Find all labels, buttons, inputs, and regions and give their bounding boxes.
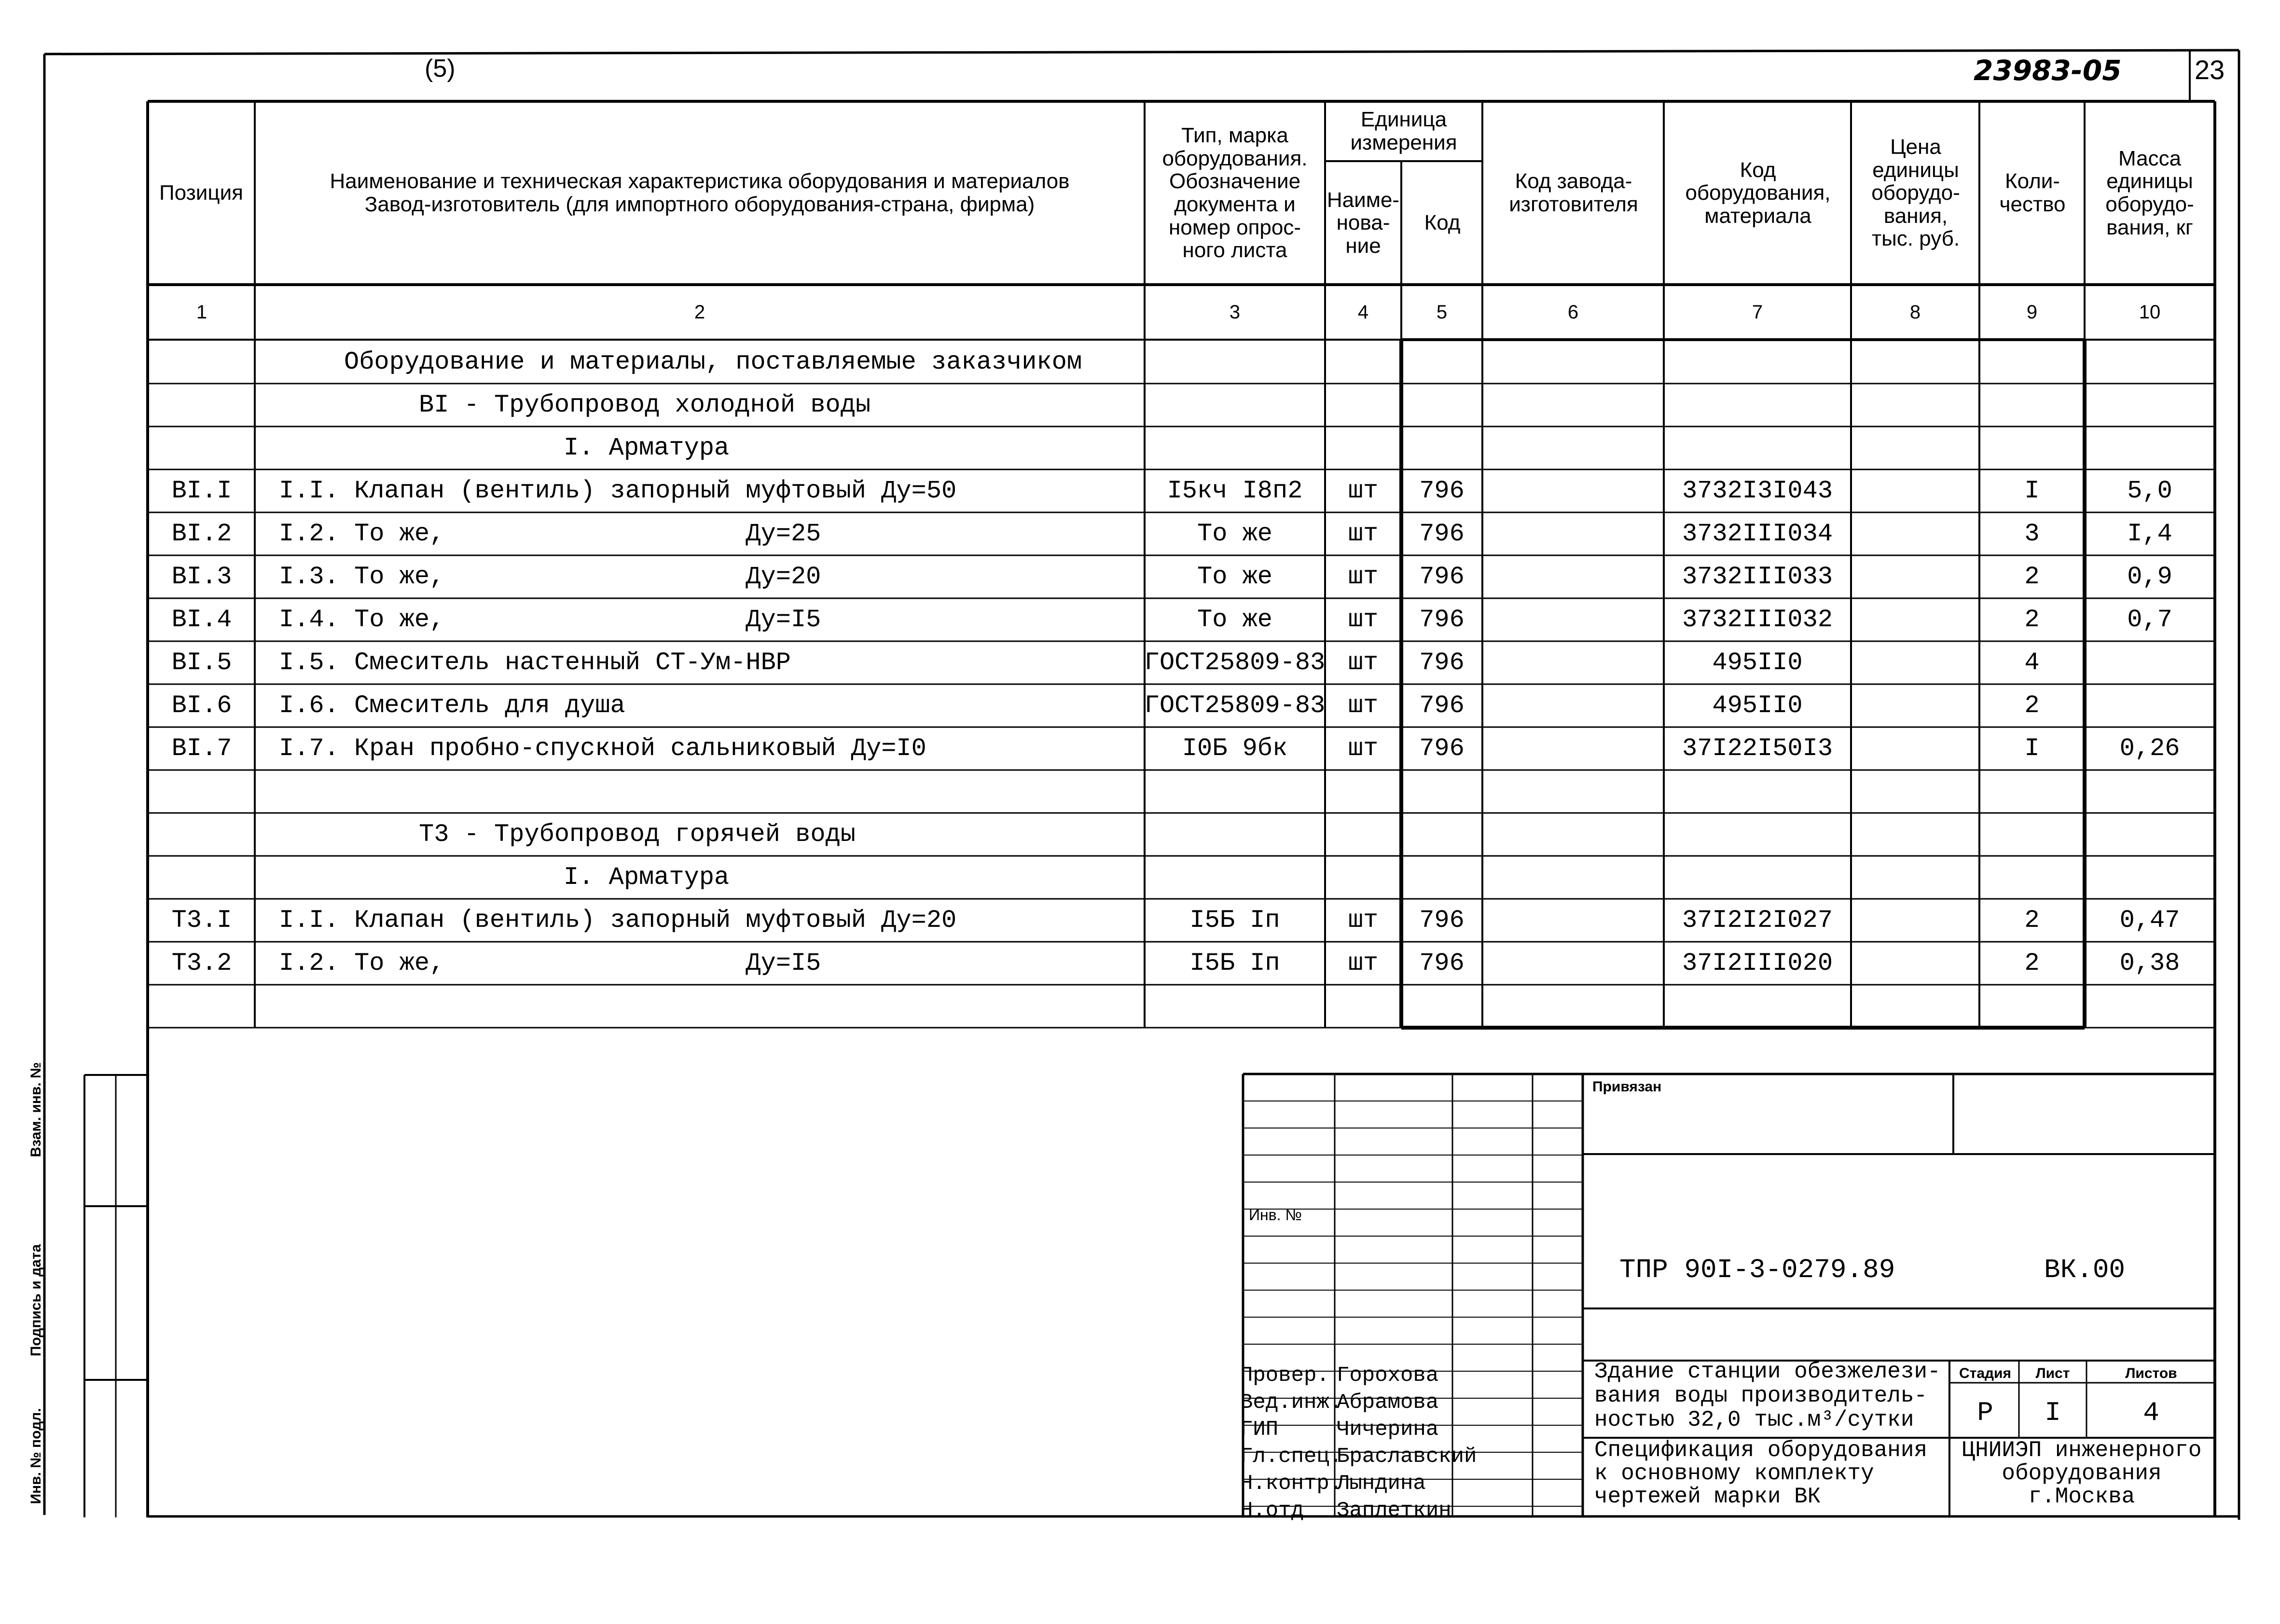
cell-factory (1482, 813, 1664, 856)
cell-code: 796 (1419, 734, 1465, 763)
signer-name: Чичерина (1337, 1418, 1439, 1442)
header-line: Код (1740, 158, 1776, 182)
header-price (1852, 102, 1979, 284)
column-number: 3 (1229, 301, 1241, 323)
cell-unit: шт (1348, 949, 1379, 977)
header-position: Позиция (159, 181, 243, 205)
cell-type: То же (1197, 606, 1273, 634)
tb-sheet-label: Лист (2035, 1365, 2070, 1381)
header-line: номер опрос- (1168, 215, 1301, 239)
tb-sheet-title (1594, 1439, 1927, 1508)
cell-name: I.6. Смеситель для душа (279, 691, 625, 720)
cell-equip-code: 3732III033 (1682, 563, 1833, 591)
cell-mass: 0,7 (2127, 606, 2172, 634)
cell-qty (1979, 770, 2085, 813)
column-number: 5 (1436, 301, 1448, 323)
cell-type: I5Б Iп (1189, 949, 1280, 977)
header-line: ЦНИИЭП инженерного (1962, 1438, 2202, 1463)
cell-qty (1979, 985, 2085, 1028)
cell-price (1851, 813, 1979, 856)
cell-price (1851, 856, 1979, 899)
side-stamp-inventory: Инв. № подл. (28, 1408, 44, 1504)
cell-factory (1482, 856, 1664, 899)
cell-pos: BI.5 (171, 648, 232, 677)
tb-inventory-label: Инв. № (1249, 1206, 1302, 1224)
cell-price (1851, 641, 1979, 684)
signer-name: Браславский (1337, 1445, 1477, 1469)
column-number: 6 (1567, 301, 1579, 323)
cell-pos (149, 341, 255, 384)
cell-type (1145, 985, 1325, 1028)
column-number: 8 (1909, 301, 1921, 323)
cell-type: То же (1197, 520, 1273, 548)
cell-code (1401, 770, 1482, 813)
cell-name (279, 985, 1145, 1028)
cell-type (1145, 341, 1325, 384)
cell-qty: 2 (2024, 949, 2040, 977)
cell-name: I. Арматура (564, 434, 730, 462)
cell-factory (1482, 341, 1664, 384)
header-line: Наиме- (1327, 188, 1400, 212)
cell-price (1851, 770, 1979, 813)
cell-qty: 2 (2024, 906, 2040, 935)
cell-unit: шт (1348, 906, 1379, 935)
cell-name (279, 770, 1145, 813)
header-line: к основному комплекту (1594, 1461, 1874, 1486)
cell-factory (1482, 727, 1664, 770)
cell-mass (2085, 341, 2215, 384)
cell-code: 796 (1419, 648, 1465, 677)
cell-mass: 5,0 (2127, 477, 2172, 505)
header-line: Тип, марка (1181, 124, 1288, 148)
cell-name: I.I. Клапан (вентиль) запорный муфтовый Ду=20 (279, 906, 957, 935)
cell-mass: I,4 (2127, 520, 2172, 548)
header-line: вания воды производитель- (1594, 1383, 1928, 1408)
page-number: 23 (2195, 55, 2225, 85)
cell-qty (1979, 427, 2085, 469)
cell-type: То же (1197, 563, 1273, 591)
header-line: Цена (1890, 135, 1941, 159)
cell-code (1401, 856, 1482, 899)
cell-name: Оборудование и материалы, поставляемые заказчиком (344, 348, 1082, 376)
cell-mass (2085, 770, 2215, 813)
cell-equip-code (1664, 427, 1851, 469)
header-line: г.Москва (2028, 1484, 2135, 1509)
cell-type (1145, 856, 1325, 899)
signer-role: ГИП (1240, 1418, 1279, 1442)
cell-factory (1482, 384, 1664, 427)
cell-qty (1979, 341, 2085, 384)
tb-sheets-value: 4 (2143, 1397, 2159, 1428)
cell-type: I5Б Iп (1189, 906, 1280, 935)
side-stamp-replaced: Взам. инв. № (28, 1062, 44, 1157)
cell-mass: 0,9 (2127, 563, 2172, 591)
column-number: 9 (2026, 301, 2038, 323)
cell-type (1145, 770, 1325, 813)
header-name: Наименование и техническая характеристика оборудования и материалов Завод-изготовитель (для импортного оборудования-страна, фирма) (330, 169, 1070, 216)
column-number: 1 (196, 301, 207, 323)
cell-code: 796 (1419, 520, 1465, 548)
cell-qty: 2 (2024, 563, 2040, 591)
header-line: Спецификация оборудования (1594, 1438, 1928, 1463)
signer-name: Горохова (1337, 1363, 1439, 1388)
header-line: чество (1999, 193, 2066, 216)
cell-code: 796 (1419, 691, 1465, 720)
cell-type (1145, 384, 1325, 427)
header-line: ние (1345, 234, 1381, 258)
cell-unit (1325, 384, 1401, 427)
header-type (1146, 102, 1324, 284)
cell-factory (1482, 598, 1664, 641)
cell-equip-code: 3732III034 (1682, 520, 1833, 548)
cell-qty: 4 (2024, 648, 2040, 677)
header-line: ного листа (1182, 238, 1287, 262)
cell-code (1401, 427, 1482, 469)
tb-attached-label: Привязан (1592, 1079, 1662, 1095)
header-line: единицы (2106, 169, 2193, 193)
cell-code: 796 (1419, 906, 1465, 935)
cell-pos: BI.I (171, 477, 232, 505)
header-factory-code (1483, 102, 1664, 284)
cell-price (1851, 555, 1979, 598)
header-line: оборудования (2002, 1461, 2162, 1486)
cell-type: I0Б 9бк (1182, 734, 1288, 763)
header-unit-code: Код (1424, 211, 1461, 235)
signer-role: Н.контр. (1240, 1472, 1342, 1496)
cell-type (1145, 427, 1325, 469)
cell-price (1851, 384, 1979, 427)
tb-object-title (1594, 1360, 1941, 1432)
cell-qty: 2 (2024, 606, 2040, 634)
cell-pos (149, 813, 255, 856)
cell-factory (1482, 512, 1664, 555)
cell-factory (1482, 770, 1664, 813)
signer-name: Лындина (1337, 1472, 1426, 1496)
cell-name: I.I. Клапан (вентиль) запорный муфтовый Ду=50 (279, 477, 957, 505)
cell-type: ГОСТ25809-83 (1144, 691, 1326, 720)
tb-stage-label: Стадия (1959, 1365, 2012, 1381)
cell-factory (1482, 469, 1664, 512)
header-line: Единица (1360, 108, 1447, 132)
signer-name: Заплеткин (1337, 1499, 1451, 1523)
cell-equip-code: 3732I3I043 (1682, 477, 1833, 505)
cell-name: I. Арматура (564, 863, 730, 892)
cell-name: I.3. То же, Ду=20 (279, 563, 821, 591)
cell-unit: шт (1348, 477, 1379, 505)
grid-line (44, 50, 2239, 54)
cell-name: I.7. Кран пробно-спускной сальниковый Ду=I0 (279, 734, 926, 763)
cell-qty: 2 (2024, 691, 2040, 720)
cell-pos (149, 384, 255, 427)
cell-pos (149, 770, 255, 813)
cell-factory (1482, 555, 1664, 598)
cell-factory (1482, 684, 1664, 727)
tb-mark: ВК.00 (2044, 1254, 2126, 1285)
cell-equip-code (1664, 384, 1851, 427)
cell-mass (2085, 384, 2215, 427)
signer-role: Н.отд (1240, 1499, 1304, 1523)
cell-unit: шт (1348, 563, 1379, 591)
signer-role: Гл.спец. (1240, 1445, 1342, 1469)
cell-pos: BI.7 (171, 734, 232, 763)
header-line: изготовителя (1509, 193, 1638, 216)
cell-equip-code (1664, 985, 1851, 1028)
header-line: оборудо- (1871, 181, 1960, 205)
cell-type (1145, 813, 1325, 856)
header-line: оборудования. (1162, 146, 1308, 170)
cell-code (1401, 384, 1482, 427)
cell-factory (1482, 985, 1664, 1028)
cell-code (1401, 341, 1482, 384)
cell-name: I.2. То же, Ду=I5 (279, 949, 821, 977)
cell-factory (1482, 942, 1664, 985)
column-number: 10 (2139, 301, 2161, 323)
handwritten-doc-code: 23983-05 (1974, 54, 2122, 87)
cell-pos: BI.2 (171, 520, 232, 548)
cell-pos: BI.6 (171, 691, 232, 720)
cell-mass (2085, 427, 2215, 469)
cell-code: 796 (1419, 563, 1465, 591)
cell-unit: шт (1348, 691, 1379, 720)
header-line: документа и (1174, 193, 1296, 216)
cell-unit (1325, 985, 1401, 1028)
header-line: Обозначение (1169, 169, 1301, 193)
header-equipment-code (1665, 102, 1851, 284)
cell-pos: Т3.I (171, 906, 232, 935)
cell-code: 796 (1419, 949, 1465, 977)
header-line: вания, кг (2106, 215, 2193, 239)
side-stamp-signature: Подпись и дата (28, 1244, 44, 1357)
cell-price (1851, 899, 1979, 942)
header-line: оборудования, (1685, 181, 1831, 205)
cell-factory (1482, 427, 1664, 469)
tb-stage-value: Р (1977, 1397, 1993, 1428)
column-number: 4 (1357, 301, 1369, 323)
cell-equip-code: 37I22I50I3 (1682, 734, 1833, 763)
cell-unit: шт (1348, 520, 1379, 548)
cell-name: I.4. То же, Ду=I5 (279, 606, 821, 634)
cell-unit (1325, 856, 1401, 899)
cell-pos: BI.3 (171, 563, 232, 591)
header-line: материала (1704, 204, 1811, 228)
cell-mass (2085, 985, 2215, 1028)
cell-equip-code: 37I2III020 (1682, 949, 1833, 977)
cell-mass: 0,47 (2119, 906, 2180, 935)
cell-pos (149, 427, 255, 469)
header-line: оборудо- (2105, 193, 2194, 216)
cell-factory (1482, 641, 1664, 684)
tb-doc-number: ТПР 90I-3-0279.89 (1619, 1254, 1895, 1285)
cell-unit (1325, 341, 1401, 384)
cell-code (1401, 985, 1482, 1028)
cell-qty: I (2024, 734, 2040, 763)
cell-mass (2085, 856, 2215, 899)
cell-type: I5кч I8п2 (1167, 477, 1303, 505)
cell-equip-code: 495II0 (1712, 691, 1803, 720)
cell-price (1851, 727, 1979, 770)
cell-qty (1979, 384, 2085, 427)
cell-factory (1482, 899, 1664, 942)
cell-pos: Т3.2 (171, 949, 232, 977)
cell-unit: шт (1348, 734, 1379, 763)
cell-unit (1325, 770, 1401, 813)
cell-code: 796 (1419, 606, 1465, 634)
cell-code: 796 (1419, 477, 1465, 505)
cell-unit (1325, 813, 1401, 856)
header-line: измерения (1350, 131, 1457, 154)
cell-equip-code (1664, 813, 1851, 856)
cell-mass (2085, 684, 2215, 727)
cell-name: Т3 - Трубопровод горячей воды (419, 820, 856, 849)
header-line: единицы (1872, 158, 1959, 182)
cell-qty: 3 (2024, 520, 2040, 548)
cell-qty (1979, 856, 2085, 899)
cell-equip-code (1664, 341, 1851, 384)
cell-price (1851, 469, 1979, 512)
cell-type: ГОСТ25809-83 (1144, 648, 1326, 677)
cell-mass (2085, 641, 2215, 684)
signer-role: Вед.инж. (1240, 1390, 1342, 1415)
header-line: вания, (1883, 204, 1948, 228)
cell-price (1851, 985, 1979, 1028)
header-line: нова- (1336, 211, 1390, 235)
cell-qty (1979, 813, 2085, 856)
cell-price (1851, 942, 1979, 985)
cell-price (1851, 512, 1979, 555)
cell-equip-code (1664, 770, 1851, 813)
column-number: 7 (1752, 301, 1763, 323)
cell-mass (2085, 813, 2215, 856)
cell-equip-code: 495II0 (1712, 648, 1803, 677)
header-unit-group (1325, 102, 1482, 160)
cell-price (1851, 598, 1979, 641)
header-quantity (1980, 102, 2085, 284)
sheet-number-label: (5) (425, 55, 456, 83)
cell-name: I.2. То же, Ду=25 (279, 520, 821, 548)
cell-mass: 0,26 (2119, 734, 2180, 763)
header-unit-name (1325, 162, 1401, 284)
cell-price (1851, 427, 1979, 469)
tb-sheet-value: I (2045, 1397, 2061, 1428)
cell-name: BI - Трубопровод холодной воды (419, 391, 871, 419)
cell-unit (1325, 427, 1401, 469)
header-line: ностью 32,0 тыс.м³/сутки (1594, 1407, 1914, 1432)
header-line: Код завода- (1515, 169, 1632, 193)
cell-pos: BI.4 (171, 606, 232, 634)
tb-organization (1949, 1439, 2214, 1508)
cell-equip-code: 3732III032 (1682, 606, 1833, 634)
signer-role: Провер. (1240, 1363, 1329, 1388)
header-line: чертежей марки ВК (1594, 1484, 1821, 1509)
header-line: тыс. руб. (1871, 227, 1960, 251)
header-line: Масса (2118, 146, 2182, 170)
header-line: Коли- (2004, 169, 2060, 193)
cell-price (1851, 684, 1979, 727)
cell-pos (149, 856, 255, 899)
cell-price (1851, 341, 1979, 384)
column-number: 2 (694, 301, 705, 323)
cell-mass: 0,38 (2119, 949, 2180, 977)
cell-pos (149, 985, 255, 1028)
header-mass (2086, 102, 2214, 284)
cell-qty: I (2024, 477, 2040, 505)
signer-name: Абрамова (1337, 1390, 1439, 1415)
cell-equip-code (1664, 856, 1851, 899)
cell-code (1401, 813, 1482, 856)
header-line: Здание станции обезжелези- (1594, 1359, 1941, 1384)
cell-unit: шт (1348, 648, 1379, 677)
cell-name: I.5. Смеситель настенный СТ-Ум-НВР (279, 648, 791, 677)
tb-sheets-label: Листов (2125, 1365, 2177, 1381)
cell-equip-code: 37I2I2I027 (1682, 906, 1833, 935)
cell-unit: шт (1348, 606, 1379, 634)
